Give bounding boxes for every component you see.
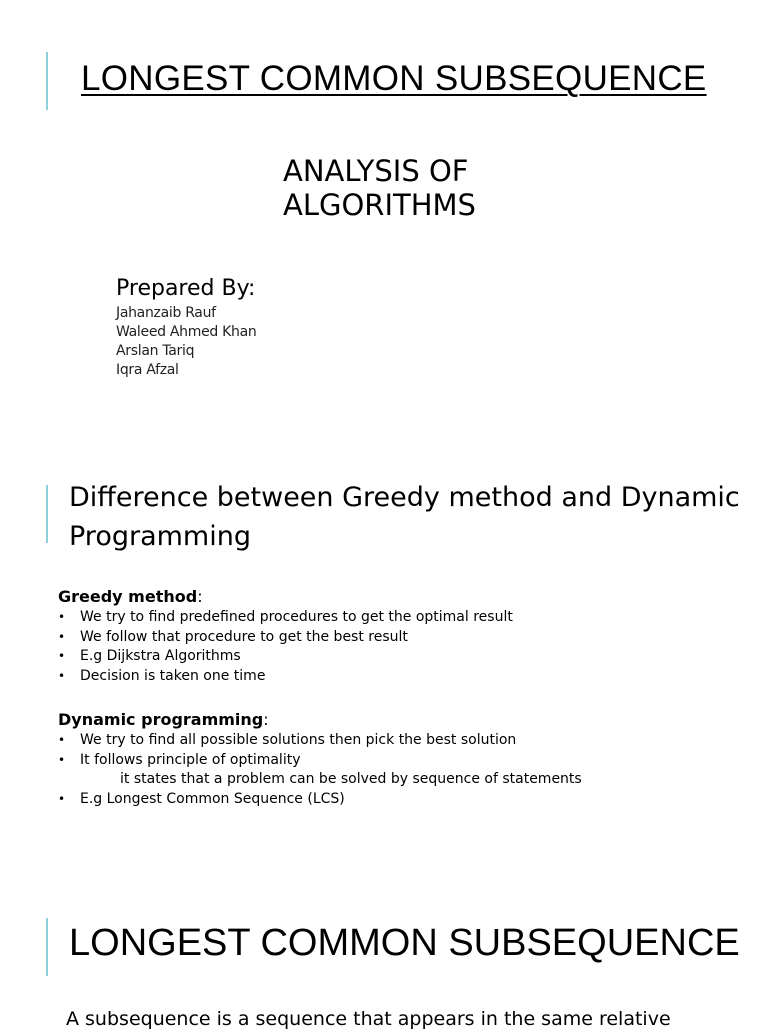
author-name: Waleed Ahmed Khan [116, 324, 257, 340]
accent-bar [46, 52, 48, 110]
list-item: • E.g Longest Common Sequence (LCS) [58, 790, 582, 810]
author-name: Jahanzaib Rauf [116, 305, 216, 321]
slide-lcs [0, 880, 768, 1030]
subtitle-line-1: ANALYSIS OF [283, 154, 469, 188]
list-item: • We try to find predefined procedures to get the optimal result [58, 608, 513, 628]
list-item: • Decision is taken one time [58, 667, 513, 687]
dynamic-heading [58, 710, 269, 729]
slide-title [0, 0, 768, 440]
accent-bar [46, 918, 48, 976]
author-name: Iqra Afzal [116, 362, 179, 378]
list-item: • We try to find all possible solutions then pick the best solution [58, 731, 582, 751]
list-item: • It follows principle of optimality [58, 751, 582, 771]
slide-difference [0, 440, 768, 880]
list-item: • We follow that procedure to get the best result [58, 628, 513, 648]
subtitle-line-2: ALGORITHMS [283, 188, 476, 222]
dynamic-bullet-list [58, 731, 582, 809]
greedy-heading-colon: : [197, 587, 203, 606]
dynamic-heading-colon: : [263, 710, 269, 729]
greedy-heading-text: Greedy method [58, 587, 198, 606]
author-name: Arslan Tariq [116, 343, 195, 359]
accent-bar [46, 485, 48, 543]
slide-heading: LONGEST COMMON SUBSEQUENCE [69, 922, 740, 964]
slide-title-heading: LONGEST COMMON SUBSEQUENCE [81, 59, 707, 98]
greedy-heading [58, 587, 203, 606]
list-item-continuation: it states that a problem can be solved by sequence of statements [120, 771, 582, 787]
list-item: • E.g Dijkstra Algorithms [58, 647, 513, 667]
prepared-by-label: Prepared By: [116, 276, 256, 301]
body-text: A subsequence is a sequence that appears in the same relative [66, 1008, 671, 1030]
slide-heading: Difference between Greedy method and Dynamic Programming [69, 482, 740, 552]
dynamic-heading-text: Dynamic programming [58, 710, 264, 729]
greedy-bullet-list [58, 608, 513, 686]
